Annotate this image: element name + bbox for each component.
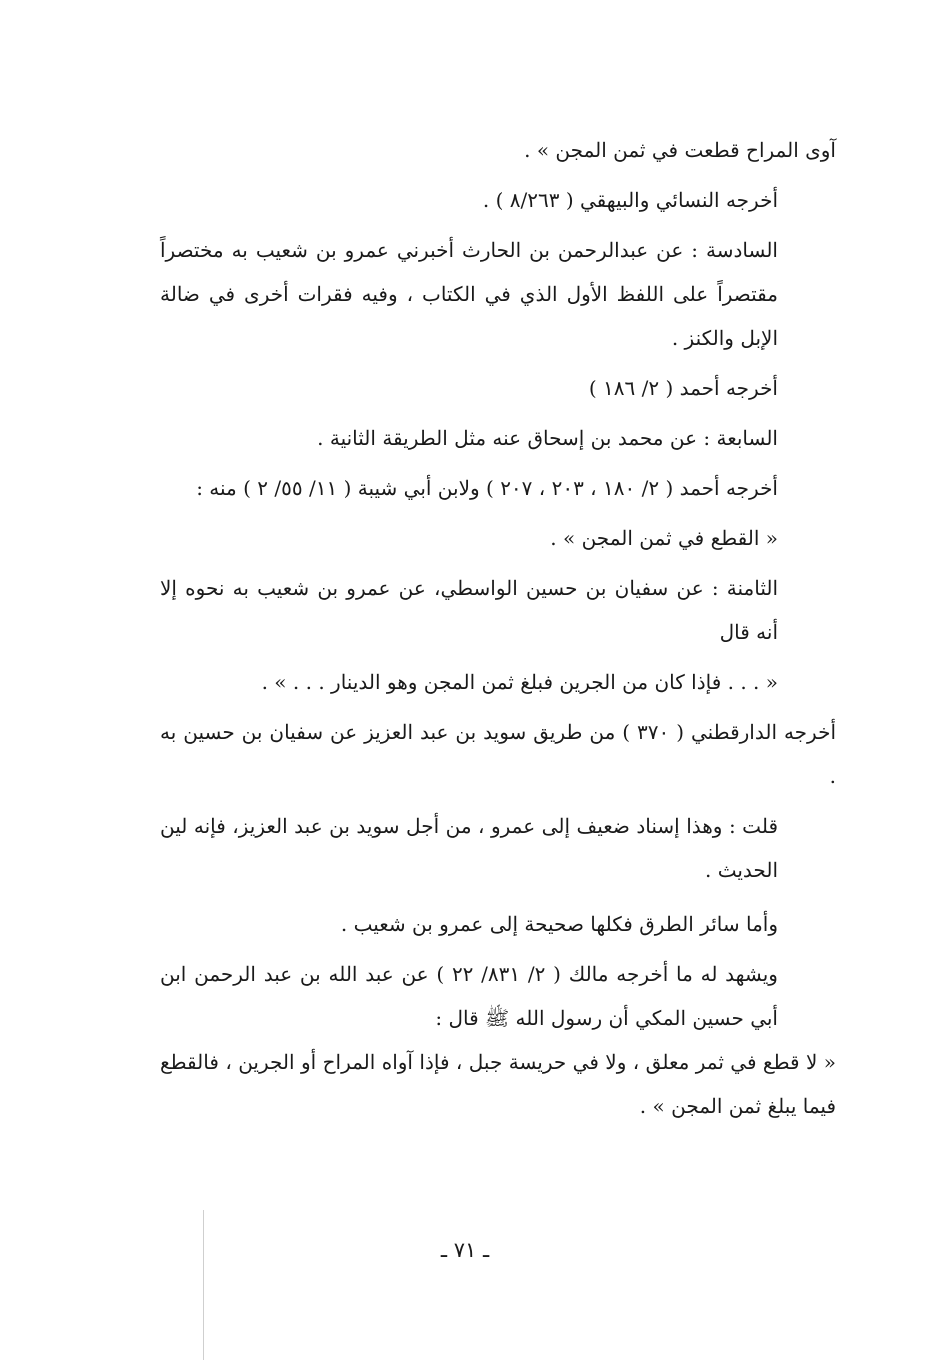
scan-artifact-line — [203, 1210, 204, 1360]
paragraph-1: آوى المراح قطعت في ثمن المجن » . — [524, 138, 836, 162]
paragraph-8: الثامنة : عن سفيان بن حسين الواسطي، عن عمرو بن شعيب به نحوه إلا أنه قال — [160, 576, 778, 644]
paragraph-11: قلت : وهذا إسناد ضعيف إلى عمرو ، من أجل سويد بن عبد العزيز، فإنه لين الحديث . — [160, 814, 778, 882]
paragraph-3: السادسة : عن عبدالرحمن بن الحارث أخبرني عمرو بن شعيب به مختصراً مقتصراً على اللفظ الأول الذي في الكتاب ، وفيه فقرات أخرى في ضالة الإبل والكنز . — [160, 238, 778, 350]
paragraph-10: أخرجه الدارقطني ( ٣٧٠ ) من طريق سويد بن عبد العزيز عن سفيان بن حسين به . — [160, 720, 836, 788]
paragraph-14: « لا قطع في ثمر معلق ، ولا في حريسة جبل ، فإذا آواه المراح أو الجرين ، فالقطع فيما يبلغ ثمن المجن » . — [160, 1050, 836, 1118]
paragraph-2: أخرجه النسائي والبيهقي ( ٨/٢٦٣ ) . — [482, 188, 778, 212]
paragraph-12: وأما سائر الطرق فكلها صحيحة إلى عمرو بن شعيب . — [340, 912, 778, 936]
paragraph-9: « . . . فإذا كان من الجرين فبلغ ثمن المجن وهو الدينار . . . » . — [261, 670, 778, 694]
body-text — [160, 128, 836, 1128]
paragraph-4: أخرجه أحمد ( ٢/ ١٨٦ ) — [588, 376, 778, 400]
paragraph-7: « القطع في ثمن المجن » . — [550, 526, 778, 550]
page-number: ـ ٧١ ـ — [440, 1238, 490, 1262]
paragraph-5: السابعة : عن محمد بن إسحاق عنه مثل الطريقة الثانية . — [317, 426, 778, 450]
paragraph-13: ويشهد له ما أخرجه مالك ( ٢/ ٨٣١/ ٢٢ ) عن عبد الله بن عبد الرحمن ابن أبي حسين المكي أن رسول الله ﷺ قال : — [160, 962, 778, 1030]
paragraph-6: أخرجه أحمد ( ٢/ ١٨٠ ، ٢٠٣ ، ٢٠٧ ) ولابن أبي شيبة ( ١١/ ٥٥/ ٢ ) منه : — [196, 476, 778, 500]
